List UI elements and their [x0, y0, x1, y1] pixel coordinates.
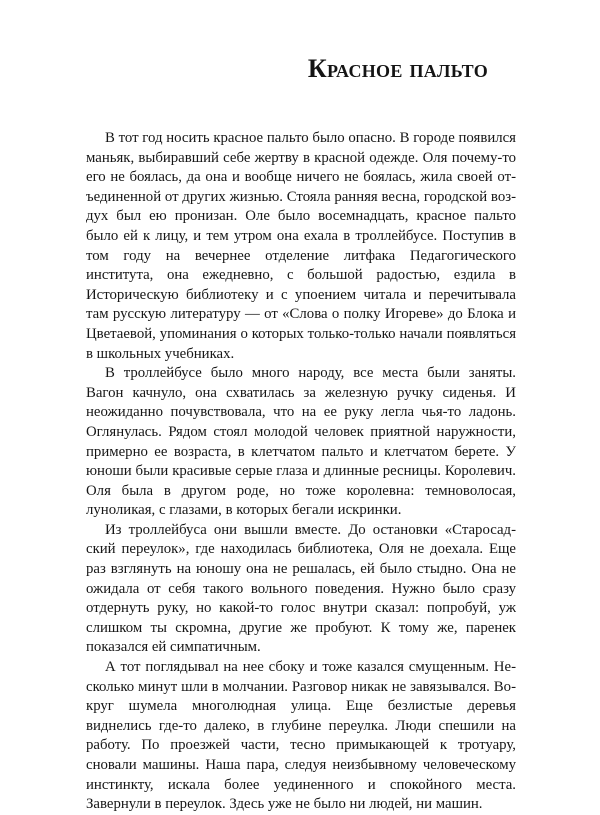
paragraph: В троллейбусе было много народу, все места были заняты. Вагон качнуло, она схватилась за железную ручку сиденья. И неожиданно почувствовала, что на ее руку легла чья-то ладонь. Оглянулась. Рядом стоял молодой человек приятной наружности, примерно ее возраста, в клетчатом пальто и клетчатом берете. У юноши были красивые серые глаза и длинные ресницы. Королевич. Оля была в другом роде, но тоже королевна: темноволосая, луноликая, с глазами, в которых бегали искринки.	[86, 365, 516, 519]
paragraph: В тот год носить красное пальто было опасно. В городе появился маньяк, выбиравший себе жертву в красной одежде. Оля почему-то его не боялась, да она и вообще ничего не боялась, жила своей отъединенной от других жизнью. Стояла ранняя весна, городской воздух был ею пронизан. Оле было восемнадцать, красное пальто было ей к лицу, и тем утром она ехала в троллейбусе. Поступив в том году на вечернее отделение литфака Педагогического института, она ежедневно, с большой радостью, ездила в Историческую библиотеку и с упоением читала и перечитывала там русскую литературу — от «Слова о полку Игореве» до Блока и Цветаевой, упоминания о которых только-только начали появляться в школьных учебниках.	[86, 130, 516, 362]
chapter-body	[86, 129, 516, 815]
paragraph: А тот поглядывал на нее сбоку и тоже казался смущенным. Несколько минут шли в молчании. Разговор никак не завязывался. Вокруг шумела многолюдная улица. Еще безлистые деревья виднелись где-то далеко, в глубине переулка. Люди спешили на работу. По проезжей части, тесно примыкающей к тротуару, сновали машины. Наша пара, следуя неизбывному человеческому инстинкту, искала более уединенного и спокойного места. Завернули в переулок. Здесь уже не было ни людей, ни машин.	[86, 659, 516, 813]
chapter-title: Красное пальто	[307, 54, 488, 83]
paragraph: Из троллейбуса они вышли вместе. До остановки «Старосадский переулок», где находилась библиотека, Оля не доехала. Еще раз взглянуть на юношу она не решалась, ей было стыдно. Она не ожидала от себя такого вольного поведения. Нужно было сразу отдернуть руку, но какой-то голос внутри сказал: попробуй, уж слишком ты скромна, другие же пробуют. К тому же, паренек показался ей симпатичным.	[86, 521, 516, 656]
